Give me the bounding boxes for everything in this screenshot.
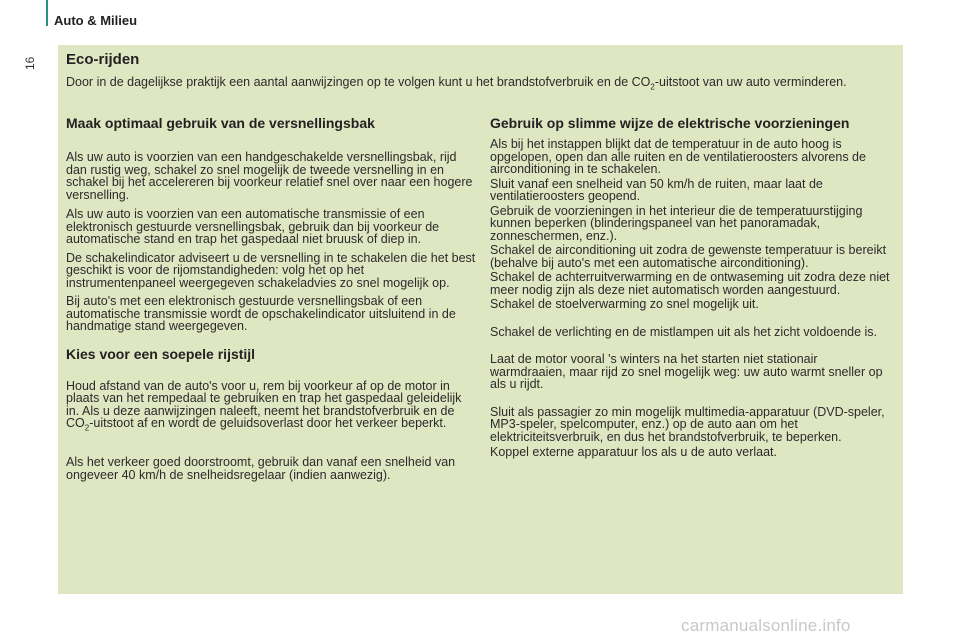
left-column — [66, 116, 476, 481]
paragraph: Als uw auto is voorzien van een automatische transmissie of een elektronisch gestuurde versnellingsbak, gebruik dan bij voorkeur de automatische stand en trap het gaspedaal niet bruusk of diep in. — [66, 207, 440, 246]
paragraph — [66, 380, 476, 436]
paragraph: Als uw auto is voorzien van een handgeschakelde versnellingsbak, rijd dan rustig weg, schakel zo snel mogelijk de tweede versnelling in en schakel bij het accelereren bij voorkeur relatief snel over naar een hogere versnelling. — [66, 150, 473, 202]
intro-subscript: 2 — [650, 82, 655, 92]
paragraph: Bij auto's met een elektronisch gestuurde versnellingsbak of een automatische transmissie wordt de opschakelindicator uitsluitend in de handmatige stand weergegeven. — [66, 294, 456, 333]
paragraph: Schakel de stoelverwarming zo snel mogelijk uit. — [490, 297, 759, 311]
paragraph: Schakel de verlichting en de mistlampen uit als het zicht voldoende is. — [490, 324, 878, 339]
paragraph: Als het verkeer goed doorstroomt, gebruik dan vanaf een snelheid van ongeveer 40 km/h de snelheidsregelaar (indien aanwezig). — [66, 455, 456, 482]
watermark: carmanualsonline.info — [681, 616, 851, 635]
right-column — [490, 116, 895, 459]
subscript: 2 — [84, 423, 90, 433]
paragraph: Als bij het instappen blijkt dat de temperatuur in de auto hoog is opgelopen, open dan alle ruiten en de ventilatieroosters alvorens de airconditioning in te schakelen. — [490, 137, 866, 176]
chapter-title: Auto & Milieu — [54, 13, 138, 28]
intro-text: Door in de dagelijkse praktijk een aantal aanwijzingen op te volgen kunt u het brandstofverbruik en de CO — [66, 75, 651, 89]
paragraph: Schakel de achterruitverwarming en de ontwaseming uit zodra deze niet meer nodig zijn als deze niet automatisch worden aangestuurd. — [490, 270, 890, 297]
paragraph: Sluit als passagier zo min mogelijk multimedia-apparatuur (DVD-speler, MP3-speler, spelcomputer, enz.) op de auto aan om het elektriciteitsverbruik, en dus het brandstofverbruik, te beperken. — [490, 404, 885, 444]
heading-driving-style: Kies voor een soepele rijstijl — [66, 345, 256, 362]
paragraph-text-end: -uitstoot af en wordt de geluidsoverlast door het verkeer beperkt. — [89, 416, 447, 430]
header-accent-bar — [46, 0, 48, 26]
paragraph: Gebruik de voorzieningen in het interieur die de temperatuurstijging kunnen beperken (blinderingspaneel van het panoramadak, zonneschermen, enz.). — [490, 203, 863, 243]
paragraph: Laat de motor vooral 's winters na het starten niet stationair warmdraaien, maar rijd zo snel mogelijk weg: uw auto warmt sneller op als u rijdt. — [490, 352, 883, 391]
intro-paragraph — [66, 76, 891, 94]
section-title: Eco-rijden — [66, 51, 140, 68]
paragraph: Schakel de airconditioning uit zodra de gewenste temperatuur is bereikt (behalve bij auto's met een automatische airconditioning). — [490, 243, 887, 270]
paragraph: De schakelindicator adviseert u de versnelling in te schakelen die het best geschikt is voor de rijomstandigheden: volg het op het instrumentenpaneel weergegeven schakeladvies zo snel mogelijk op. — [66, 250, 476, 290]
intro-text-end: -uitstoot van uw auto verminderen. — [654, 75, 847, 89]
paragraph: Koppel externe apparatuur los als u de auto verlaat. — [490, 445, 777, 459]
heading-electrical: Gebruik op slimme wijze de elektrische voorzieningen — [490, 115, 850, 131]
paragraph-text: Houd afstand van de auto's voor u, rem bij voorkeur af op de motor in plaats van het rempedaal te gebruiken en trap het gaspedaal geleidelijk in. Als u deze aanwijzingen naleeft, neemt het brandstofverbruik en de CO — [66, 378, 462, 430]
paragraph: Sluit vanaf een snelheid van 50 km/h de ruiten, maar laat de ventilatieroosters geopend. — [490, 176, 823, 203]
page-number: 16 — [23, 56, 37, 70]
heading-gearbox: Maak optimaal gebruik van de versnellingsbak — [66, 115, 375, 131]
